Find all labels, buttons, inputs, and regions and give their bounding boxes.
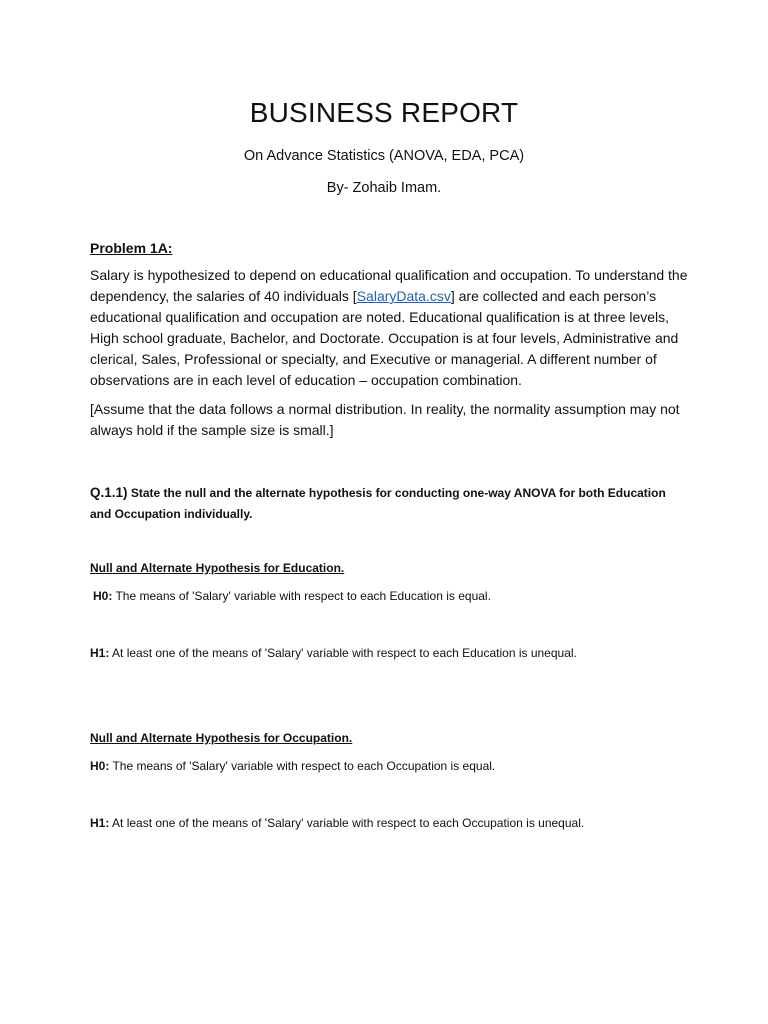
description-text-after-link: ] are collected and each person’s educational qualification and occupation are noted. Educational qualification is at three levels, High school graduate, Bachelor, and Doctorate. Occupation is at four levels, Administrative and clerical, Sales, Professional or specialty, and Executive or managerial. A different number of observations are in each level of education – occupation combination. xyxy=(90,288,679,388)
h0-label: H0: xyxy=(90,759,110,773)
salary-data-link[interactable]: SalaryData.csv xyxy=(356,288,451,304)
h0-text: The means of 'Salary' variable with respect to each Occupation is equal. xyxy=(112,759,496,773)
h1-label: H1: xyxy=(90,646,110,660)
report-subtitle: On Advance Statistics (ANOVA, EDA, PCA) xyxy=(243,148,525,164)
problem-description xyxy=(90,265,690,391)
normality-assumption-note: [Assume that the data follows a normal distribution. In reality, the normality assumption may not always hold if the sample size is small.] xyxy=(90,401,680,438)
report-author: By- Zohaib Imam. xyxy=(326,180,442,196)
question-1-1 xyxy=(90,482,690,525)
question-number: Q.1.1) xyxy=(90,485,128,500)
h1-text: At least one of the means of 'Salary' variable with respect to each Education is unequal. xyxy=(112,646,577,660)
h0-label: H0: xyxy=(93,589,113,603)
report-title: BUSINESS REPORT xyxy=(249,97,519,128)
occupation-hypothesis-heading: Null and Alternate Hypothesis for Occupation. xyxy=(90,731,353,745)
h0-text: The means of 'Salary' variable with respect to each Education is equal. xyxy=(115,589,491,603)
question-text: State the null and the alternate hypothesis for conducting one-way ANOVA for both Education and Occupation individually. xyxy=(90,486,666,521)
occupation-alternate-hypothesis xyxy=(90,814,690,832)
education-hypothesis-heading: Null and Alternate Hypothesis for Education. xyxy=(90,561,345,575)
h1-label: H1: xyxy=(90,816,110,830)
description-text-before-link: Salary is hypothesized to depend on educational qualification and occupation. To understand the dependency, the salaries of 40 individuals [ xyxy=(90,267,688,304)
occupation-null-hypothesis xyxy=(90,757,690,775)
h1-text: At least one of the means of 'Salary' variable with respect to each Occupation is unequal. xyxy=(112,816,585,830)
education-alternate-hypothesis xyxy=(90,644,690,662)
education-null-hypothesis xyxy=(93,587,693,605)
problem-heading: Problem 1A: xyxy=(90,240,173,256)
